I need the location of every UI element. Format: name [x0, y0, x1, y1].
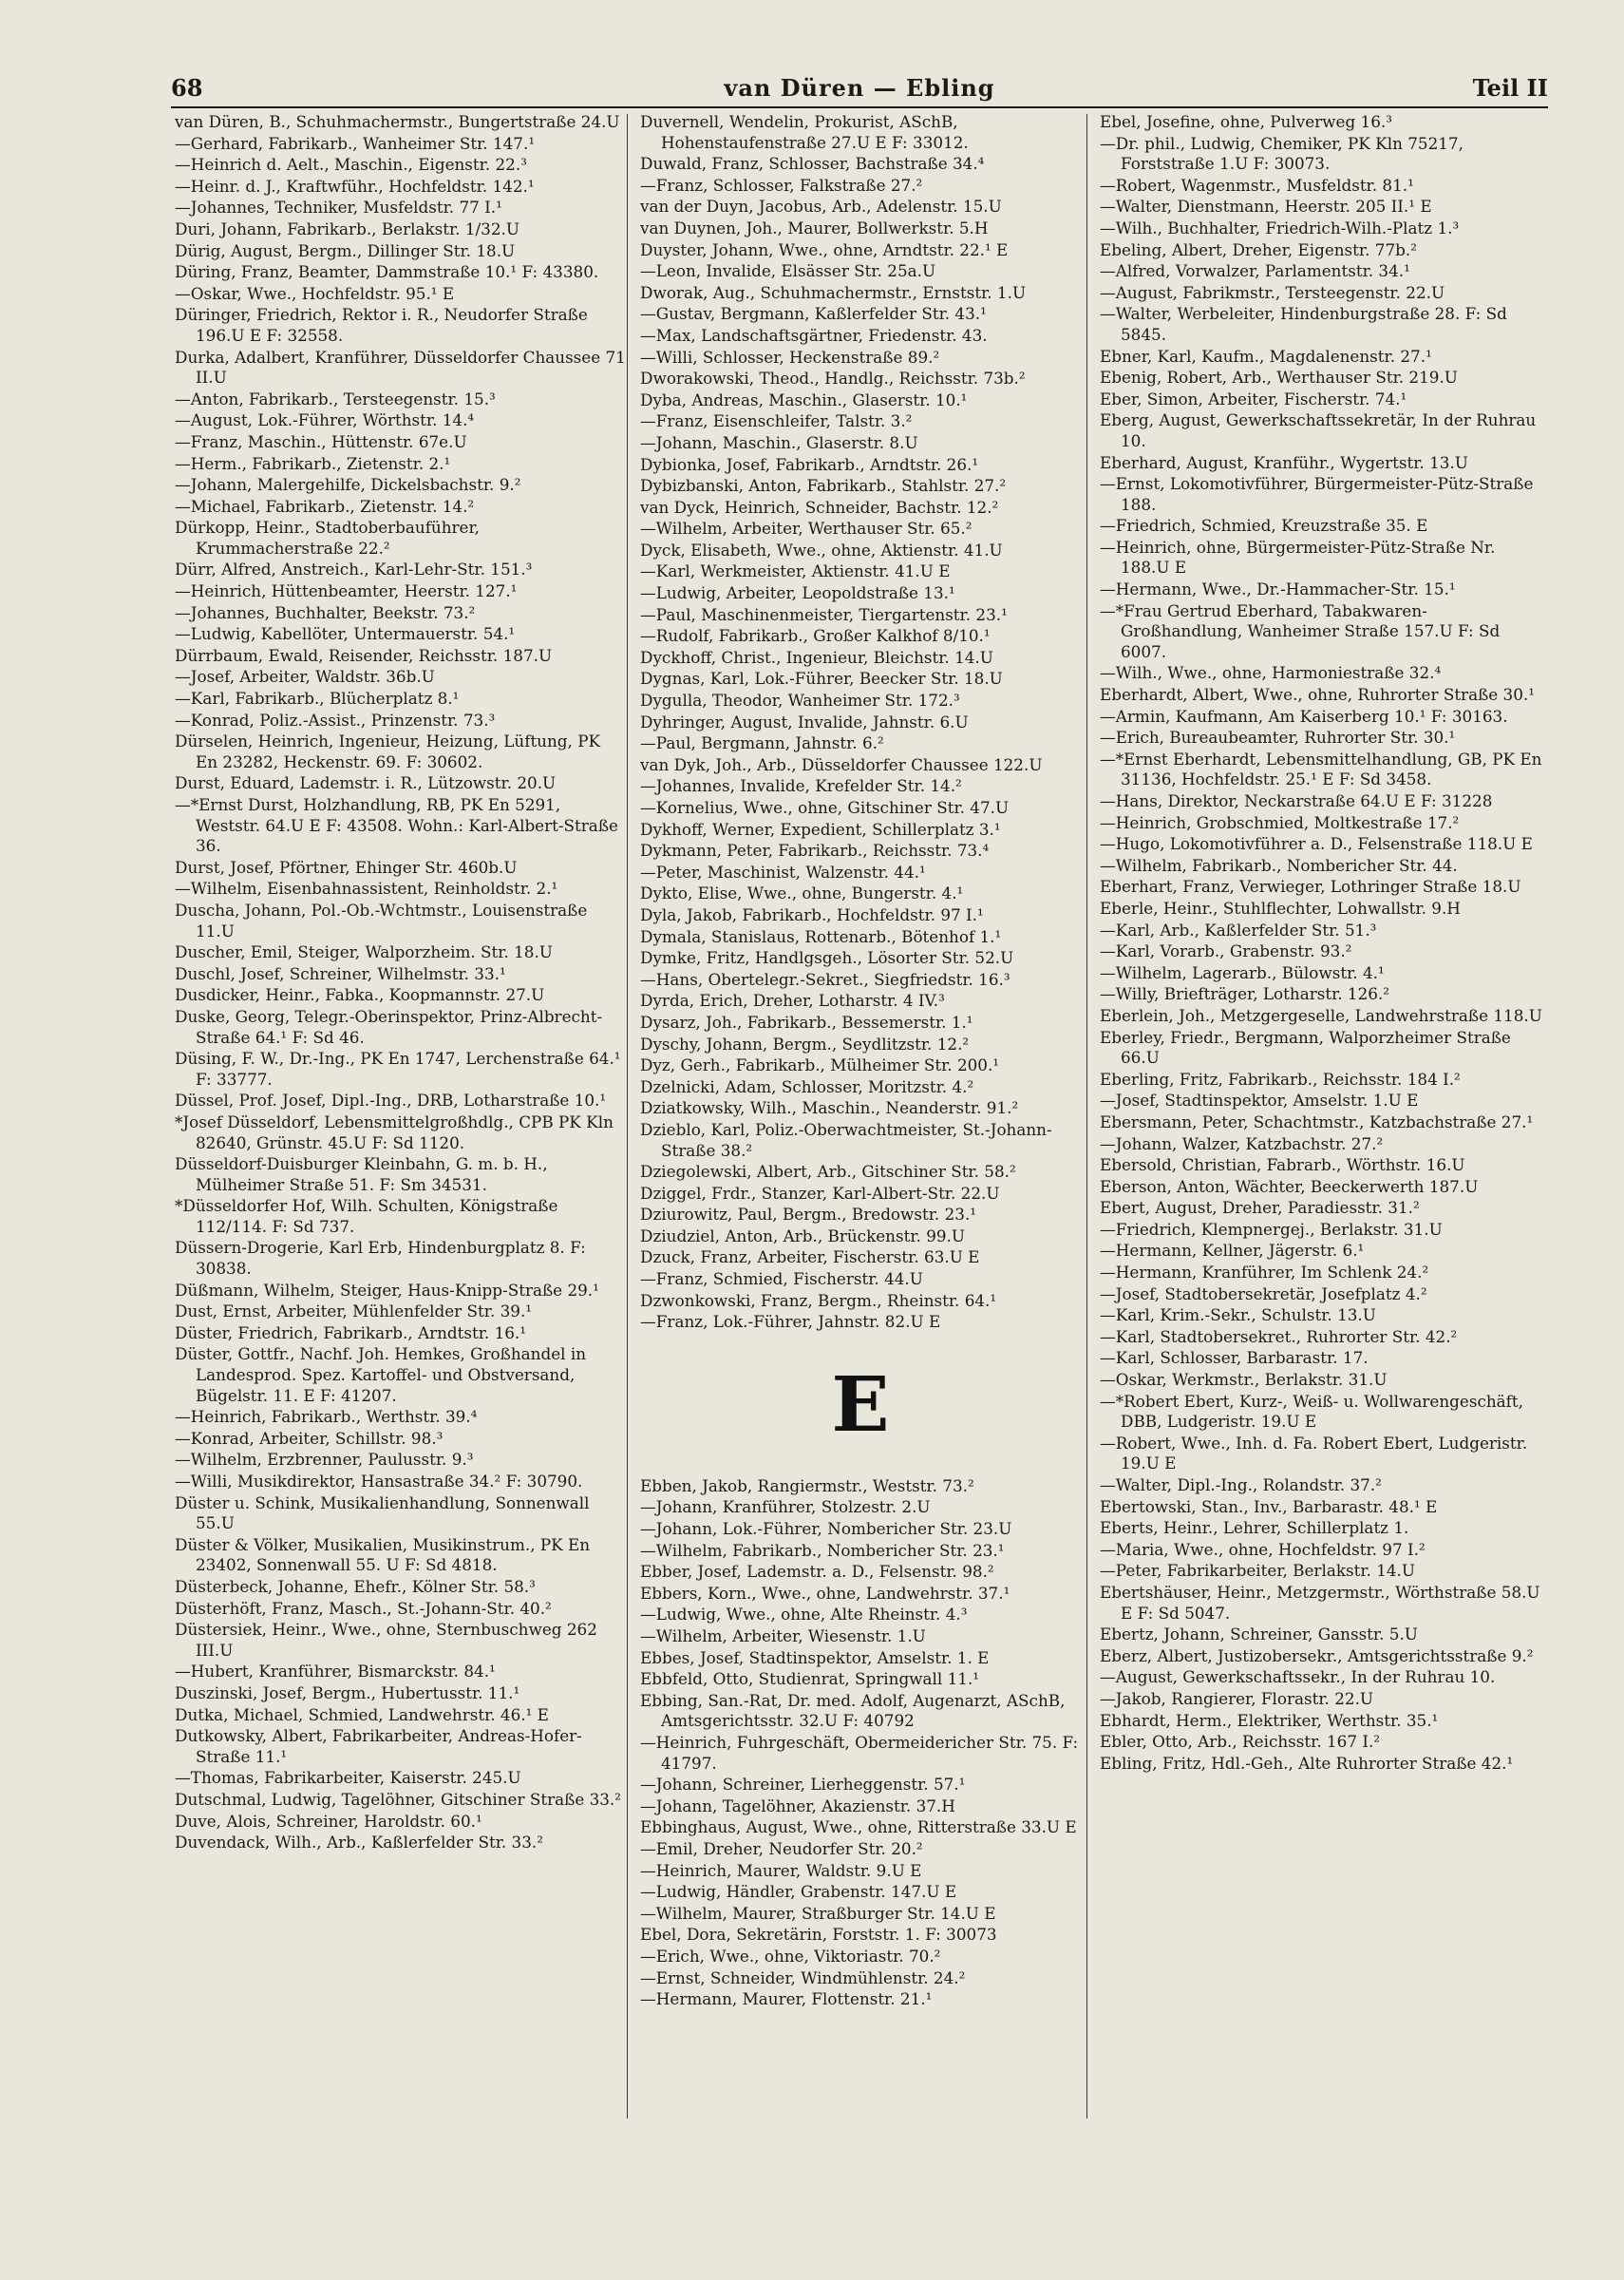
directory-entry: Düsterbeck, Johanne, Ehefr., Kölner Str. 58.³: [175, 1576, 536, 1596]
directory-entry: —Ludwig, Wwe., ohne, Alte Rheinstr. 4.³: [640, 1605, 968, 1624]
directory-entry: —Gerhard, Fabrikarb., Wanheimer Str. 147.¹: [175, 133, 536, 153]
directory-entry: Duri, Johann, Fabrikarb., Berlakstr. 1/32.U: [175, 218, 520, 238]
directory-entry: —*Ernst Durst, Holzhandlung, RB, PK En 5291, Weststr. 64.U E F: 43508. Wohn.: Karl-Albert-Straße 36.: [175, 795, 618, 856]
directory-entry: —Wilhelm, Fabrikarb., Nombericher Str. 23.¹: [640, 1540, 1005, 1560]
directory-entry: —Herm., Fabrikarb., Zietenstr. 2.¹: [175, 453, 451, 473]
directory-entry: —Johann, Lok.-Führer, Nombericher Str. 23.U: [640, 1519, 1012, 1539]
directory-entry: Duvernell, Wendelin, Prokurist, ASchB, Hohenstaufenstraße 27.U E F: 33012.: [640, 112, 969, 152]
directory-entry: Düster, Gottfr., Nachf. Joh. Hemkes, Großhandel in Landesprod. Spez. Kartoffel- und Obstversand, Bügelstr. 11. E F: 41207.: [175, 1344, 587, 1405]
directory-entry: Ebel, Josefine, ohne, Pulverweg 16.³: [1100, 112, 1392, 131]
directory-entry: —Friedrich, Klempnergej., Berlakstr. 31.U: [1100, 1219, 1443, 1239]
directory-entry: Ebertz, Johann, Schreiner, Gansstr. 5.U: [1100, 1624, 1418, 1644]
directory-entry: —Thomas, Fabrikarbeiter, Kaiserstr. 245.U: [175, 1768, 521, 1788]
directory-entry: —Kornelius, Wwe., ohne, Gitschiner Str. 47.U: [640, 798, 1010, 817]
directory-entry: —Hermann, Maurer, Flottenstr. 21.¹: [640, 1989, 933, 2009]
directory-entry: Ebhardt, Herm., Elektriker, Werthstr. 35.¹: [1100, 1710, 1439, 1730]
directory-entry: —Wilhelm, Eisenbahnassistent, Reinholdstr. 2.¹: [175, 879, 558, 899]
directory-entry: Dyla, Jakob, Fabrikarb., Hochfeldstr. 97 I.¹: [640, 904, 984, 924]
directory-entry: —Karl, Vorarb., Grabenstr. 93.²: [1100, 941, 1352, 961]
directory-entry: —Hugo, Lokomotivführer a. D., Felsenstraße 118.U E: [1100, 834, 1533, 854]
directory-entry: —Ludwig, Kabellöter, Untermauerstr. 54.¹: [175, 624, 516, 644]
directory-entry: —Ernst, Schneider, Windmühlenstr. 24.²: [640, 1967, 966, 1987]
directory-entry: —Karl, Stadtobersekret., Ruhrorter Str. 42.²: [1100, 1326, 1458, 1346]
directory-entry: —Heinrich, Hüttenbeamter, Heerstr. 127.¹: [175, 581, 518, 601]
directory-entry: —Konrad, Poliz.-Assist., Prinzenstr. 73.³: [175, 710, 496, 730]
directory-entry: Dyckhoff, Christ., Ingenieur, Bleichstr. 14.U: [640, 647, 993, 667]
directory-entry: —Friedrich, Schmied, Kreuzstraße 35. E: [1100, 516, 1428, 536]
directory-entry: Ebeling, Albert, Dreher, Eigenstr. 77b.²: [1100, 239, 1417, 259]
directory-entry: —Gustav, Bergmann, Kaßlerfelder Str. 43.¹: [640, 304, 987, 324]
directory-entry: Dykto, Elise, Wwe., ohne, Bungerstr. 4.¹: [640, 884, 964, 903]
directory-entry: Dyba, Andreas, Maschin., Glaserstr. 10.¹: [640, 390, 968, 409]
directory-entry: Ebel, Dora, Sekretärin, Forststr. 1. F: 30073: [640, 1925, 997, 1945]
directory-entry: Ebersold, Christian, Fabrarb., Wörthstr. 16.U: [1100, 1155, 1465, 1175]
directory-entry: —Wilhelm, Lagerarb., Bülowstr. 4.¹: [1100, 962, 1385, 982]
directory-entry: *Düsseldorfer Hof, Wilh. Schulten, Königstraße 112/114. F: Sd 737.: [175, 1196, 558, 1236]
directory-entry: van Duynen, Joh., Maurer, Bollwerkstr. 5.H: [640, 218, 989, 238]
directory-entry: Duyster, Johann, Wwe., ohne, Arndtstr. 22.¹ E: [640, 239, 1009, 259]
directory-entry: —Heinrich, ohne, Bürgermeister-Pütz-Straße Nr. 188.U E: [1100, 537, 1496, 578]
directory-entry: Düssern-Drogerie, Karl Erb, Hindenburgplatz 8. F: 30838.: [175, 1238, 586, 1279]
directory-entry: Duwald, Franz, Schlosser, Bachstraße 34.⁴: [640, 154, 985, 174]
directory-entry: Eberz, Albert, Justizobersekr., Amtsgerichtsstraße 9.²: [1100, 1645, 1534, 1665]
directory-entry: —Erich, Bureaubeamter, Ruhrorter Str. 30.¹: [1100, 728, 1456, 748]
directory-entry: —Johann, Maschin., Glaserstr. 8.U: [640, 432, 918, 452]
directory-entry: —Hans, Obertelegr.-Sekret., Siegfriedstr. 16.³: [640, 969, 1010, 989]
directory-entry: —Hans, Direktor, Neckarstraße 64.U E F: 31228: [1100, 791, 1493, 810]
directory-entry: —*Robert Ebert, Kurz-, Weiß- u. Wollwarengeschäft, DBB, Ludgeristr. 19.U E: [1100, 1391, 1523, 1432]
directory-entry: —Paul, Bergmann, Jahnstr. 6.²: [640, 733, 884, 753]
directory-entry: —Leon, Invalide, Elsässer Str. 25a.U: [640, 261, 936, 281]
directory-entry: —Johann, Walzer, Katzbachstr. 27.²: [1100, 1133, 1384, 1153]
directory-entry: —Ludwig, Händler, Grabenstr. 147.U E: [640, 1882, 957, 1902]
directory-entry: —Dr. phil., Ludwig, Chemiker, PK Kln 75217, Forststraße 1.U F: 30073.: [1100, 133, 1463, 174]
directory-entry: —Michael, Fabrikarb., Zietenstr. 14.²: [175, 496, 475, 516]
directory-entry: —Walter, Dienstmann, Heerstr. 205 II.¹ E: [1100, 197, 1432, 217]
directory-entry: —Karl, Werkmeister, Aktienstr. 41.U E: [640, 561, 951, 581]
directory-entry: Dworak, Aug., Schuhmachermstr., Ernststr. 1.U: [640, 282, 1027, 302]
directory-entry: Dygnas, Karl, Lok.-Führer, Beecker Str. 18.U: [640, 669, 1003, 689]
directory-entry: —Hermann, Kranführer, Im Schlenk 24.²: [1100, 1263, 1429, 1282]
directory-entry: —Heinrich, Fabrikarb., Werthstr. 39.⁴: [175, 1407, 478, 1427]
directory-entry: Ebling, Fritz, Hdl.-Geh., Alte Ruhrorter Straße 42.¹: [1100, 1753, 1514, 1773]
directory-entry: —Heinrich d. Aelt., Maschin., Eigenstr. 22.³: [175, 155, 527, 175]
directory-entry: Dusdicker, Heinr., Fabka., Koopmannstr. 27.U: [175, 985, 545, 1005]
directory-entry: Duve, Alois, Schreiner, Haroldstr. 60.¹: [175, 1811, 482, 1831]
directory-entry: Düster u. Schink, Musikalienhandlung, Sonnenwall 55.U: [175, 1492, 590, 1533]
directory-entry: Dziegolewski, Albert, Arb., Gitschiner Str. 58.²: [640, 1162, 1016, 1182]
directory-entry: —Emil, Dreher, Neudorfer Str. 20.²: [640, 1838, 923, 1858]
column-3: [1090, 112, 1550, 2240]
directory-entry: —Max, Landschaftsgärtner, Friedenstr. 43.: [640, 325, 988, 345]
directory-entry: —Paul, Maschinenmeister, Tiergartenstr. 23.¹: [640, 604, 1008, 624]
directory-entry: —Oskar, Wwe., Hochfeldstr. 95.¹ E: [175, 283, 455, 303]
directory-entry: Ebbinghaus, August, Wwe., ohne, Ritterstraße 33.U E: [640, 1817, 1077, 1837]
directory-entry: Ebertshäuser, Heinr., Metzgermstr., Wörthstraße 58.U E F: Sd 5047.: [1100, 1582, 1540, 1623]
directory-entry: Eberley, Friedr., Bergmann, Walporzheimer Straße 66.U: [1100, 1027, 1511, 1068]
directory-entry: —Erich, Wwe., ohne, Viktoriastr. 70.²: [640, 1946, 941, 1966]
header-rule: [171, 106, 1548, 108]
directory-entry: —Peter, Fabrikarbeiter, Berlakstr. 14.U: [1100, 1561, 1416, 1581]
directory-entry: —August, Gewerkschaftssekr., In der Ruhrau 10.: [1100, 1667, 1496, 1687]
directory-entry: Dybizbanski, Anton, Fabrikarb., Stahlstr. 27.²: [640, 476, 1007, 496]
directory-entry: Düsing, F. W., Dr.-Ing., PK En 1747, Lerchenstraße 64.¹ F: 33777.: [175, 1049, 621, 1089]
directory-entry: Eberling, Fritz, Fabrikarb., Reichsstr. 184 I.²: [1100, 1069, 1461, 1089]
directory-entry: Düsterhöft, Franz, Masch., St.-Johann-Str. 40.²: [175, 1598, 552, 1618]
page-number: 68: [171, 74, 203, 102]
directory-entry: —Jakob, Rangierer, Florastr. 22.U: [1100, 1688, 1374, 1708]
directory-entry: —Wilh., Buchhalter, Friedrich-Wilh.-Platz 1.³: [1100, 218, 1460, 238]
directory-entry: —Johannes, Invalide, Krefelder Str. 14.²: [640, 776, 962, 796]
directory-entry: Eberts, Heinr., Lehrer, Schillerplatz 1.: [1100, 1518, 1409, 1538]
directory-entry: Düstersiek, Heinr., Wwe., ohne, Sternbuschweg 262 III.U: [175, 1620, 597, 1660]
directory-entry: —Maria, Wwe., ohne, Hochfeldstr. 97 I.²: [1100, 1539, 1426, 1559]
directory-entry: Dutka, Michael, Schmied, Landwehrstr. 46.¹ E: [175, 1704, 549, 1724]
directory-entry: —Franz, Eisenschleifer, Talstr. 3.²: [640, 411, 913, 431]
directory-entry: —Josef, Stadtinspektor, Amselstr. 1.U E: [1100, 1091, 1419, 1111]
directory-entry: Dyschy, Johann, Bergm., Seydlitzstr. 12.²: [640, 1034, 970, 1054]
directory-entry: van der Duyn, Jacobus, Arb., Adelenstr. 15.U: [640, 197, 1002, 217]
directory-entry: —Willi, Musikdirektor, Hansastraße 34.² F: 30790.: [175, 1472, 583, 1491]
directory-entry: Ebbes, Josef, Stadtinspektor, Amselstr. 1. E: [640, 1647, 990, 1667]
directory-entry: Dziggel, Frdr., Stanzer, Karl-Albert-Str. 22.U: [640, 1183, 1000, 1203]
directory-entry: Dziatkowsky, Wilh., Maschin., Neanderstr. 91.²: [640, 1098, 1019, 1118]
directory-entry: Dykhoff, Werner, Expedient, Schillerplatz 3.¹: [640, 819, 1001, 839]
directory-entry: —Armin, Kaufmann, Am Kaiserberg 10.¹ F: 30163.: [1100, 706, 1508, 726]
directory-entry: Ebert, August, Dreher, Paradiesstr. 31.²: [1100, 1198, 1420, 1218]
directory-entry: Dürr, Alfred, Anstreich., Karl-Lehr-Str. 151.³: [175, 560, 533, 580]
directory-entry: —*Ernst Eberhardt, Lebensmittelhandlung, GB, PK En 31136, Hochfeldstr. 25.¹ E F: Sd 3458.: [1100, 749, 1542, 789]
directory-entry: —Johann, Malergehilfe, Dickelsbachstr. 9.²: [175, 475, 521, 495]
directory-entry: —Ernst, Lokomotivführer, Bürgermeister-Pütz-Straße 188.: [1100, 474, 1534, 514]
directory-entry: Dyck, Elisabeth, Wwe., ohne, Aktienstr. 41.U: [640, 540, 1003, 560]
column-2: [631, 112, 1090, 2240]
directory-entry: —Wilhelm, Erzbrenner, Paulusstr. 9.³: [175, 1450, 474, 1470]
directory-entry: —Franz, Maschin., Hüttenstr. 67e.U: [175, 431, 467, 451]
directory-entry: Eberle, Heinr., Stuhlflechter, Lohwallstr. 9.H: [1100, 898, 1461, 918]
directory-entry: —Robert, Wagenmstr., Musfeldstr. 81.¹: [1100, 175, 1414, 195]
directory-entry: Duszinski, Josef, Bergm., Hubertusstr. 11.¹: [175, 1682, 520, 1702]
directory-entry: Ebertowski, Stan., Inv., Barbarastr. 48.¹ E: [1100, 1496, 1438, 1516]
directory-entry: Dürig, August, Bergm., Dillinger Str. 18.U: [175, 240, 516, 260]
directory-entry: Dyz, Gerh., Fabrikarb., Mülheimer Str. 200.¹: [640, 1055, 1000, 1075]
directory-entry: —Oskar, Werkmstr., Berlakstr. 31.U: [1100, 1370, 1388, 1390]
directory-entry: —Karl, Schlosser, Barbarastr. 17.: [1100, 1348, 1369, 1368]
directory-entry: —Karl, Arb., Kaßlerfelder Str. 51.³: [1100, 920, 1377, 940]
directory-entry: Ebber, Josef, Lademstr. a. D., Felsenstr. 98.²: [640, 1562, 994, 1582]
directory-entry: Ebbing, San.-Rat, Dr. med. Adolf, Augenarzt, ASchB, Amtsgerichtsstr. 32.U F: 40792: [640, 1690, 1066, 1731]
directory-entry: —Karl, Fabrikarb., Blücherplatz 8.¹: [175, 689, 460, 709]
directory-entry: Duske, Georg, Telegr.-Oberinspektor, Prinz-Albrecht-Straße 64.¹ F: Sd 46.: [175, 1006, 603, 1047]
directory-entry: —Wilhelm, Arbeiter, Wiesenstr. 1.U: [640, 1626, 926, 1645]
directory-entry: Duscha, Johann, Pol.-Ob.-Wchtmstr., Louisenstraße 11.U: [175, 900, 588, 940]
column-2-bottom: [631, 1476, 1090, 2010]
directory-entry: Ebbfeld, Otto, Studienrat, Springwall 11.¹: [640, 1669, 980, 1689]
columns: [171, 112, 1548, 2240]
directory-entry: Dworakowski, Theod., Handlg., Reichsstr. 73b.²: [640, 369, 1026, 389]
directory-entry: Ebler, Otto, Arb., Reichsstr. 167 I.²: [1100, 1732, 1381, 1752]
directory-entry: —Hermann, Kellner, Jägerstr. 6.¹: [1100, 1241, 1365, 1261]
directory-entry: Durst, Josef, Pförtner, Ehinger Str. 460b.U: [175, 857, 518, 877]
directory-entry: Ebben, Jakob, Rangiermstr., Weststr. 73.²: [640, 1475, 974, 1495]
directory-entry: —Willy, Briefträger, Lotharstr. 126.²: [1100, 984, 1390, 1004]
directory-entry: Dziurowitz, Paul, Bergm., Bredowstr. 23.¹: [640, 1205, 977, 1225]
directory-entry: —Johannes, Techniker, Musfeldstr. 77 I.¹: [175, 198, 502, 218]
directory-entry: Dust, Ernst, Arbeiter, Mühlenfelder Str. 39.¹: [175, 1302, 533, 1321]
directory-entry: —Rudolf, Fabrikarb., Großer Kalkhof 8/10.¹: [640, 626, 991, 646]
section-letter: E: [831, 1359, 890, 1450]
directory-entry: Düsseldorf-Duisburger Kleinbahn, G. m. b. H., Mülheimer Straße 51. F: Sm 34531.: [175, 1154, 548, 1194]
directory-entry: Dyrda, Erich, Dreher, Lotharstr. 4 IV.³: [640, 991, 945, 1011]
directory-entry: Düßmann, Wilhelm, Steiger, Haus-Knipp-Straße 29.¹: [175, 1280, 599, 1300]
directory-entry: —Franz, Schmied, Fischerstr. 44.U: [640, 1269, 923, 1289]
directory-entry: —Walter, Dipl.-Ing., Rolandstr. 37.²: [1100, 1475, 1382, 1494]
directory-entry: Ebner, Karl, Kaufm., Magdalenenstr. 27.¹: [1100, 346, 1432, 366]
directory-entry: Duschl, Josef, Schreiner, Wilhelmstr. 33.¹: [175, 963, 506, 983]
directory-entry: —Wilh., Wwe., ohne, Harmoniestraße 32.⁴: [1100, 663, 1442, 683]
directory-entry: —Robert, Wwe., Inh. d. Fa. Robert Ebert, Ludgeristr. 19.U E: [1100, 1433, 1528, 1473]
directory-entry: —Wilhelm, Maurer, Straßburger Str. 14.U E: [640, 1903, 996, 1923]
directory-entry: Dürrbaum, Ewald, Reisender, Reichsstr. 187.U: [175, 645, 553, 665]
directory-entry: —Franz, Schlosser, Falkstraße 27.²: [640, 175, 923, 195]
directory-entry: Düster & Völker, Musikalien, Musikinstrum., PK En 23402, Sonnenwall 55. U F: Sd 4818.: [175, 1534, 591, 1575]
directory-entry: —Heinrich, Fuhrgeschäft, Obermeidericher Str. 75. F: 41797.: [640, 1732, 1079, 1773]
part-label: Teil II: [1472, 74, 1548, 102]
directory-entry: van Dyck, Heinrich, Schneider, Bachstr. 12.²: [640, 497, 999, 517]
directory-entry: Düster, Friedrich, Fabrikarb., Arndtstr. 16.¹: [175, 1322, 526, 1342]
directory-entry: Eberhard, August, Kranführ., Wygertstr. 13.U: [1100, 452, 1468, 472]
directory-entry: Ebersmann, Peter, Schachtmstr., Katzbachstraße 27.¹: [1100, 1112, 1534, 1131]
directory-entry: —August, Lok.-Führer, Wörthstr. 14.⁴: [175, 410, 475, 430]
directory-entry: —Anton, Fabrikarb., Tersteegenstr. 15.³: [175, 389, 496, 408]
directory-entry: Ebenig, Robert, Arb., Werthauser Str. 219.U: [1100, 368, 1458, 388]
page-header: [171, 68, 1548, 110]
directory-entry: —Heinrich, Maurer, Waldstr. 9.U E: [640, 1860, 922, 1880]
directory-entry: —Johannes, Buchhalter, Beekstr. 73.²: [175, 602, 476, 622]
directory-entry: Dutschmal, Ludwig, Tagelöhner, Gitschiner Straße 33.²: [175, 1789, 621, 1809]
directory-entry: Ebbers, Korn., Wwe., ohne, Landwehrstr. 37.¹: [640, 1583, 1010, 1603]
directory-entry: Dürkopp, Heinr., Stadtoberbauführer, Krummacherstraße 22.²: [175, 518, 481, 558]
directory-entry: Dysarz, Joh., Fabrikarb., Bessemerstr. 1.¹: [640, 1012, 973, 1032]
directory-entry: —Wilhelm, Fabrikarb., Nombericher Str. 44.: [1100, 855, 1458, 875]
directory-entry: Dymke, Fritz, Handlgsgeh., Lösorter Str. 52.U: [640, 948, 1014, 968]
directory-entry: —Walter, Werbeleiter, Hindenburgstraße 28. F: Sd 5845.: [1100, 304, 1507, 344]
directory-entry: —Alfred, Vorwalzer, Parlamentstr. 34.¹: [1100, 261, 1410, 281]
directory-entry: —Heinr. d. J., Kraftwführ., Hochfeldstr. 142.¹: [175, 176, 535, 196]
directory-entry: —Heinrich, Grobschmied, Moltkestraße 17.²: [1100, 812, 1460, 832]
directory-entry: —Josef, Stadtobersekretär, Josefplatz 4.²: [1100, 1283, 1427, 1303]
directory-entry: Duscher, Emil, Steiger, Walporzheim. Str. 18.U: [175, 942, 553, 962]
directory-entry: —Wilhelm, Arbeiter, Werthauser Str. 65.²: [640, 519, 973, 539]
directory-entry: Dzuck, Franz, Arbeiter, Fischerstr. 63.U E: [640, 1247, 980, 1267]
directory-entry: Dutkowsky, Albert, Fabrikarbeiter, Andreas-Hofer-Straße 11.¹: [175, 1726, 582, 1766]
directory-entry: Eberhart, Franz, Verwieger, Lothringer Straße 18.U: [1100, 877, 1521, 897]
directory-entry: Duvendack, Wilh., Arb., Kaßlerfelder Str. 33.²: [175, 1833, 543, 1852]
directory-entry: —Josef, Arbeiter, Waldstr. 36b.U: [175, 667, 435, 687]
directory-entry: Dziudziel, Anton, Arb., Brückenstr. 99.U: [640, 1226, 966, 1245]
directory-entry: —Hermann, Wwe., Dr.-Hammacher-Str. 15.¹: [1100, 580, 1456, 599]
directory-entry: Durka, Adalbert, Kranführer, Düsseldorfer Chaussee 71 II.U: [175, 347, 626, 388]
column-2-top: [631, 112, 1090, 1333]
directory-entry: *Josef Düsseldorf, Lebensmittelgroßhdlg., CPB PK Kln 82640, Grünstr. 45.U F: Sd 1120.: [175, 1112, 614, 1152]
directory-entry: van Düren, B., Schuhmachermstr., Bungertstraße 24.U: [175, 112, 620, 131]
directory-entry: —Karl, Krim.-Sekr., Schulstr. 13.U: [1100, 1305, 1376, 1325]
directory-entry: Dygulla, Theodor, Wanheimer Str. 172.³: [640, 691, 960, 711]
directory-entry: —*Frau Gertrud Eberhard, Tabakwaren-Großhandlung, Wanheimer Straße 157.U F: Sd 6007.: [1100, 600, 1501, 661]
directory-entry: —August, Fabrikmstr., Tersteegenstr. 22.U: [1100, 282, 1445, 302]
directory-entry: Eberson, Anton, Wächter, Beeckerwerth 187.U: [1100, 1176, 1479, 1196]
directory-entry: Düringer, Friedrich, Rektor i. R., Neudorfer Straße 196.U E F: 32558.: [175, 305, 588, 345]
directory-entry: —Hubert, Kranführer, Bismarckstr. 84.¹: [175, 1662, 496, 1682]
directory-entry: Dürselen, Heinrich, Ingenieur, Heizung, Lüftung, PK En 23282, Heckenstr. 69. F: 30602.: [175, 732, 601, 771]
directory-entry: Dyhringer, August, Invalide, Jahnstr. 6.U: [640, 712, 969, 732]
directory-entry: —Ludwig, Arbeiter, Leopoldstraße 13.¹: [640, 583, 955, 603]
directory-entry: Dykmann, Peter, Fabrikarb., Reichsstr. 73.⁴: [640, 841, 990, 861]
directory-entry: —Franz, Lok.-Führer, Jahnstr. 82.U E: [640, 1312, 941, 1332]
directory-entry: Eberhardt, Albert, Wwe., ohne, Ruhrorter Straße 30.¹: [1100, 685, 1535, 705]
directory-entry: —Johann, Tagelöhner, Akazienstr. 37.H: [640, 1796, 955, 1815]
directory-entry: —Willi, Schlosser, Heckenstraße 89.²: [640, 347, 940, 367]
directory-entry: —Konrad, Arbeiter, Schillstr. 98.³: [175, 1428, 444, 1448]
directory-entry: Durst, Eduard, Lademstr. i. R., Lützowstr. 20.U: [175, 773, 557, 793]
directory-entry: Düssel, Prof. Josef, Dipl.-Ing., DRB, Lotharstraße 10.¹: [175, 1091, 607, 1111]
directory-entry: —Johann, Kranführer, Stolzestr. 2.U: [640, 1497, 931, 1517]
directory-entry: —Peter, Maschinist, Walzenstr. 44.¹: [640, 862, 926, 882]
directory-entry: Dybionka, Josef, Fabrikarb., Arndtstr. 26.¹: [640, 454, 979, 474]
directory-entry: —Johann, Schreiner, Lierheggenstr. 57.¹: [640, 1775, 966, 1795]
column-1: [171, 112, 631, 2240]
directory-entry: Eber, Simon, Arbeiter, Fischerstr. 74.¹: [1100, 389, 1407, 408]
directory-entry: Dzieblo, Karl, Poliz.-Oberwachtmeister, St.-Johann-Straße 38.²: [640, 1119, 1052, 1160]
directory-entry: van Dyk, Joh., Arb., Düsseldorfer Chaussee 122.U: [640, 754, 1043, 774]
directory-entry: Düring, Franz, Beamter, Dammstraße 10.¹ F: 43380.: [175, 262, 599, 282]
directory-entry: Dymala, Stanislaus, Rottenarb., Bötenhof 1.¹: [640, 926, 1002, 946]
directory-entry: Eberg, August, Gewerkschaftssekretär, In der Ruhrau 10.: [1100, 410, 1537, 450]
directory-entry: Eberlein, Joh., Metzgergeselle, Landwehrstraße 118.U: [1100, 1005, 1542, 1025]
directory-entry: Dzelnicki, Adam, Schlosser, Moritzstr. 4.²: [640, 1076, 974, 1096]
directory-entry: Dzwonkowski, Franz, Bergm., Rheinstr. 64.¹: [640, 1290, 997, 1310]
running-title: van Düren — Ebling: [724, 74, 995, 102]
